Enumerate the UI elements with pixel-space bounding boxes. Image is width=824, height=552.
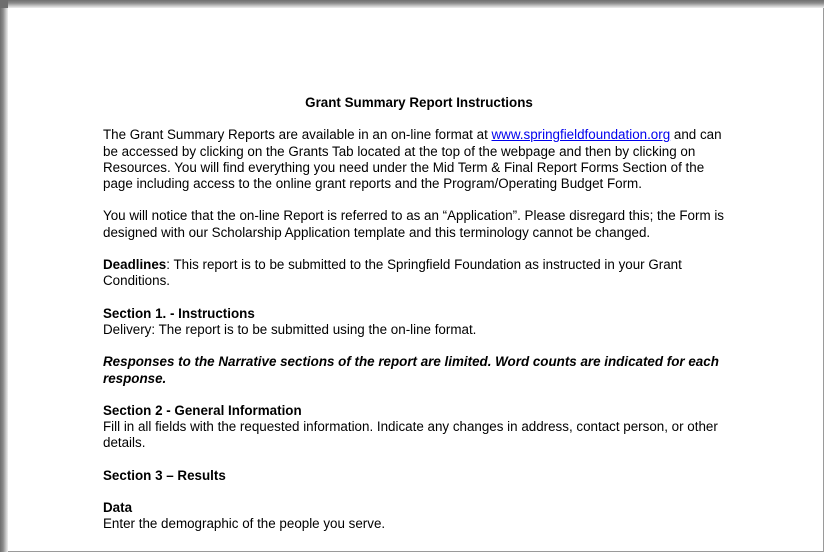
foundation-website-link[interactable]: www.springfieldfoundation.org <box>491 127 671 143</box>
page-title: Grant Summary Report Instructions <box>305 95 533 110</box>
section3-heading: Section 3 – Results <box>103 467 226 483</box>
viewer-left-edge <box>0 0 8 552</box>
document-page <box>103 95 733 533</box>
section1-heading: Section 1. - Instructions <box>103 305 255 321</box>
section1-text: Delivery: The report is to be submitted using the on-line format. <box>103 321 477 337</box>
data-heading: Data <box>103 500 133 516</box>
section2-heading: Section 2 - General Information <box>103 402 302 418</box>
viewer-corner <box>0 0 8 8</box>
section2-text: Fill in all fields with the requested information. Indicate any changes in address, contact person, or other details. <box>103 419 718 451</box>
intro-paragraph <box>103 127 733 192</box>
deadlines-label: Deadlines <box>103 257 167 273</box>
intro-text-before-link: The Grant Summary Reports are available in an on-line format at <box>103 127 492 143</box>
intro-text-after-link: and can be accessed by clicking on the Grants Tab located at the top of the webpage and then by clicking on Resources. You will find everything you need under the Mid Term & Final Report Forms Section of the page including access to the online grant reports and the Program/Operating Budget Form. <box>103 127 722 192</box>
viewer-top-edge <box>0 0 824 8</box>
deadlines-text: : This report is to be submitted to the Springfield Foundation as instructed in your Grant Conditions. <box>103 257 682 289</box>
notice-paragraph: You will notice that the on-line Report is referred to as an “Application”. Please disregard this; the Form is designed with our Scholarship Application template and this terminology cannot be changed. <box>103 208 724 240</box>
deadlines-paragraph <box>103 257 733 290</box>
narrative-note: Responses to the Narrative sections of the report are limited. Word counts are indicated for each response. <box>103 354 719 386</box>
data-text: Enter the demographic of the people you serve. <box>103 516 386 532</box>
